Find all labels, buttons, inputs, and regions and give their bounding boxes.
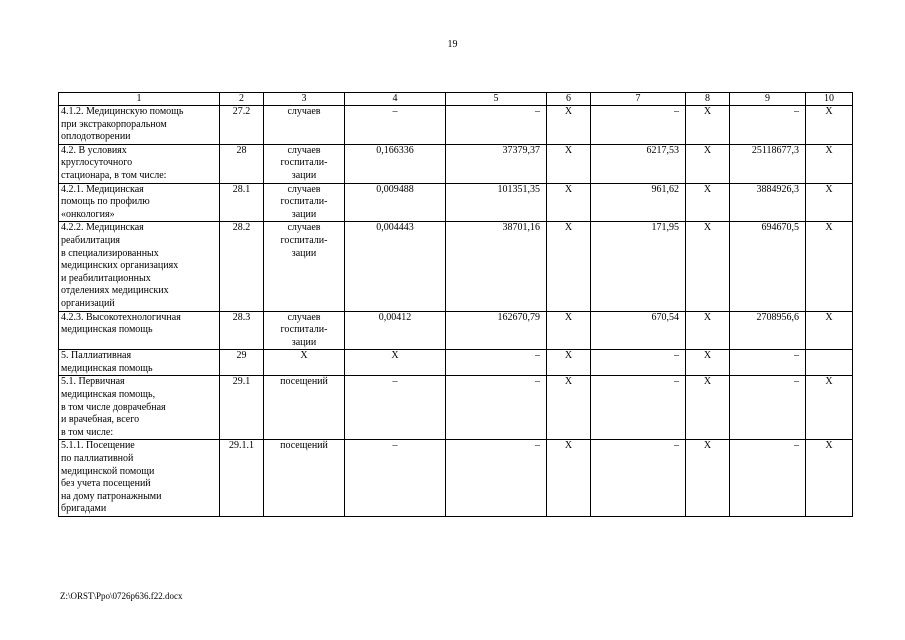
row-unit-cell xyxy=(264,106,345,145)
row-value-cell-c8: Х xyxy=(686,350,730,376)
row-unit-line: госпитали- xyxy=(280,324,328,336)
row-name-cell xyxy=(59,376,220,440)
table-header-row xyxy=(59,93,853,106)
row-value-cell-c4: – xyxy=(345,106,446,145)
row-unit-line: зации xyxy=(291,336,317,348)
row-value-cell-c5: – xyxy=(446,350,547,376)
row-value-cell-c5: – xyxy=(446,376,547,440)
row-value-cell-c10 xyxy=(806,350,853,376)
row-unit-line: зации xyxy=(291,169,317,181)
row-name-line: 4.2. В условиях xyxy=(61,144,127,156)
row-unit-cell xyxy=(264,222,345,311)
row-name-line: медицинская помощь, xyxy=(61,389,156,401)
row-value-cell-c8: Х xyxy=(686,144,730,183)
row-name-cell xyxy=(59,222,220,311)
table-row xyxy=(59,222,853,311)
row-name-line: и врачебная, всего xyxy=(61,414,140,426)
row-name-line: медицинских организациях xyxy=(61,260,179,272)
row-name-line: и реабилитационных xyxy=(61,272,151,284)
row-name-line: отделениях медицинских xyxy=(61,285,169,297)
row-unit-cell xyxy=(264,350,345,376)
row-value-cell-c8: Х xyxy=(686,183,730,222)
row-name-line: организаций xyxy=(61,297,115,309)
row-name-cell xyxy=(59,144,220,183)
table-row xyxy=(59,106,853,145)
table-row xyxy=(59,183,853,222)
row-name-line: стационара, в том числе: xyxy=(61,169,167,181)
row-unit-line: зации xyxy=(291,208,317,220)
row-name-line: при экстракорпоральном xyxy=(61,118,167,130)
row-value-cell-c4: 0,004443 xyxy=(345,222,446,311)
row-unit-line: случаев xyxy=(287,311,321,323)
row-name-cell xyxy=(59,311,220,350)
row-value-cell-c7: 171,95 xyxy=(591,222,686,311)
header-cell: 9 xyxy=(730,93,806,106)
row-value-cell-c5: 162670,79 xyxy=(446,311,547,350)
row-name-line: оплодотворении xyxy=(61,131,131,143)
header-cell: 5 xyxy=(446,93,547,106)
row-value-cell-c6: Х xyxy=(547,144,591,183)
row-name-line: 4.2.3. Высокотехнологичная xyxy=(61,311,181,323)
row-value-cell-c5: 38701,16 xyxy=(446,222,547,311)
row-value-cell-c5: – xyxy=(446,440,547,517)
row-code-cell: 28.1 xyxy=(220,183,264,222)
row-value-cell-c10: Х xyxy=(806,144,853,183)
row-value-cell-c8: Х xyxy=(686,106,730,145)
row-unit-line: госпитали- xyxy=(280,157,328,169)
row-value-cell-c4: – xyxy=(345,440,446,517)
row-code-cell: 27.2 xyxy=(220,106,264,145)
row-value-cell-c6: Х xyxy=(547,222,591,311)
page-number: 19 xyxy=(447,39,458,50)
row-value-cell-c9: – xyxy=(730,440,806,517)
row-name-line: медицинская помощь xyxy=(61,324,153,336)
row-name-line: «онкология» xyxy=(61,208,115,220)
row-value-cell-c10: Х xyxy=(806,311,853,350)
row-name-line: без учета посещений xyxy=(61,478,151,490)
row-unit-line: посещений xyxy=(280,376,328,388)
row-name-cell xyxy=(59,440,220,517)
row-unit-cell xyxy=(264,183,345,222)
table-row xyxy=(59,144,853,183)
row-unit-line: госпитали- xyxy=(280,196,328,208)
row-value-cell-c9: 25118677,3 xyxy=(730,144,806,183)
row-value-cell-c5: – xyxy=(446,106,547,145)
row-name-line: помощь по профилю xyxy=(61,196,150,208)
row-value-cell-c7: – xyxy=(591,376,686,440)
row-value-cell-c4: 0,009488 xyxy=(345,183,446,222)
row-unit-cell xyxy=(264,440,345,517)
header-cell: 3 xyxy=(264,93,345,106)
row-unit-line: случаев xyxy=(287,183,321,195)
row-name-line: 5.1. Первичная xyxy=(61,376,125,388)
row-value-cell-c10: Х xyxy=(806,222,853,311)
footer-file-path: Z:\ORST\Ppo\0726p636.f22.docx xyxy=(60,591,183,601)
row-value-cell-c7: – xyxy=(591,440,686,517)
row-name-line: круглосуточного xyxy=(61,157,133,169)
header-cell: 2 xyxy=(220,93,264,106)
row-value-cell-c6: Х xyxy=(547,440,591,517)
row-code-cell: 28.3 xyxy=(220,311,264,350)
row-value-cell-c9: 694670,5 xyxy=(730,222,806,311)
row-code-cell: 28.2 xyxy=(220,222,264,311)
row-name-cell xyxy=(59,350,220,376)
row-unit-line: госпитали- xyxy=(280,234,328,246)
row-value-cell-c9: – xyxy=(730,106,806,145)
row-unit-line: случаев xyxy=(287,144,321,156)
row-value-cell-c7: 961,62 xyxy=(591,183,686,222)
row-name-line: на дому патронажными xyxy=(61,490,162,502)
row-name-line: в специализированных xyxy=(61,247,159,259)
row-code-cell: 29 xyxy=(220,350,264,376)
row-value-cell-c4: 0,00412 xyxy=(345,311,446,350)
row-value-cell-c9: – xyxy=(730,376,806,440)
row-value-cell-c5: 101351,35 xyxy=(446,183,547,222)
header-cell: 1 xyxy=(59,93,220,106)
row-value-cell-c7: 670,54 xyxy=(591,311,686,350)
row-value-cell-c7: 6217,53 xyxy=(591,144,686,183)
row-name-line: по паллиативной xyxy=(61,453,134,465)
row-name-line: 4.2.2. Медицинская xyxy=(61,222,144,234)
header-cell: 7 xyxy=(591,93,686,106)
row-name-line: в том числе: xyxy=(61,426,114,438)
row-value-cell-c10: Х xyxy=(806,440,853,517)
row-value-cell-c4: 0,166336 xyxy=(345,144,446,183)
row-value-cell-c6: Х xyxy=(547,376,591,440)
row-value-cell-c7: – xyxy=(591,106,686,145)
header-cell: 6 xyxy=(547,93,591,106)
row-code-cell: 28 xyxy=(220,144,264,183)
row-value-cell-c9: – xyxy=(730,350,806,376)
header-cell: 10 xyxy=(806,93,853,106)
row-value-cell-c9: 2708956,6 xyxy=(730,311,806,350)
row-unit-cell xyxy=(264,376,345,440)
row-name-cell xyxy=(59,183,220,222)
row-name-line: 4.2.1. Медицинская xyxy=(61,183,144,195)
header-cell: 4 xyxy=(345,93,446,106)
table-row xyxy=(59,350,853,376)
row-value-cell-c8: Х xyxy=(686,440,730,517)
row-value-cell-c10: Х xyxy=(806,183,853,222)
row-value-cell-c6: Х xyxy=(547,311,591,350)
row-value-cell-c6: Х xyxy=(547,183,591,222)
row-unit-line: зации xyxy=(291,247,317,259)
row-value-cell-c10: Х xyxy=(806,106,853,145)
row-code-cell: 29.1.1 xyxy=(220,440,264,517)
row-value-cell-c8: Х xyxy=(686,376,730,440)
row-value-cell-c4: Х xyxy=(345,350,446,376)
table-row xyxy=(59,311,853,350)
row-value-cell-c8: Х xyxy=(686,311,730,350)
row-name-line: 5.1.1. Посещение xyxy=(61,440,135,452)
row-value-cell-c10: Х xyxy=(806,376,853,440)
row-value-cell-c4: – xyxy=(345,376,446,440)
row-unit-line: посещений xyxy=(280,440,328,452)
row-name-cell xyxy=(59,106,220,145)
row-unit-cell xyxy=(264,311,345,350)
row-name-line: медицинская помощь xyxy=(61,362,153,374)
row-value-cell-c8: Х xyxy=(686,222,730,311)
data-table xyxy=(58,92,853,517)
row-value-cell-c6: Х xyxy=(547,106,591,145)
row-value-cell-c6: Х xyxy=(547,350,591,376)
row-name-line: 5. Паллиативная xyxy=(61,350,132,362)
row-unit-line: случаев xyxy=(287,106,321,117)
row-unit-cell xyxy=(264,144,345,183)
row-value-cell-c5: 37379,37 xyxy=(446,144,547,183)
row-name-line: бригадами xyxy=(61,503,107,515)
row-name-line: в том числе доврачебная xyxy=(61,401,166,413)
table-row xyxy=(59,376,853,440)
row-name-line: 4.1.2. Медицинскую помощь xyxy=(61,106,184,117)
table-row xyxy=(59,440,853,517)
row-unit-line: Х xyxy=(300,350,308,362)
row-value-cell-c9: 3884926,3 xyxy=(730,183,806,222)
row-name-line: медицинской помощи xyxy=(61,465,155,477)
row-unit-line: случаев xyxy=(287,222,321,234)
row-value-cell-c7: – xyxy=(591,350,686,376)
row-code-cell: 29.1 xyxy=(220,376,264,440)
header-cell: 8 xyxy=(686,93,730,106)
row-name-line: реабилитация xyxy=(61,234,121,246)
